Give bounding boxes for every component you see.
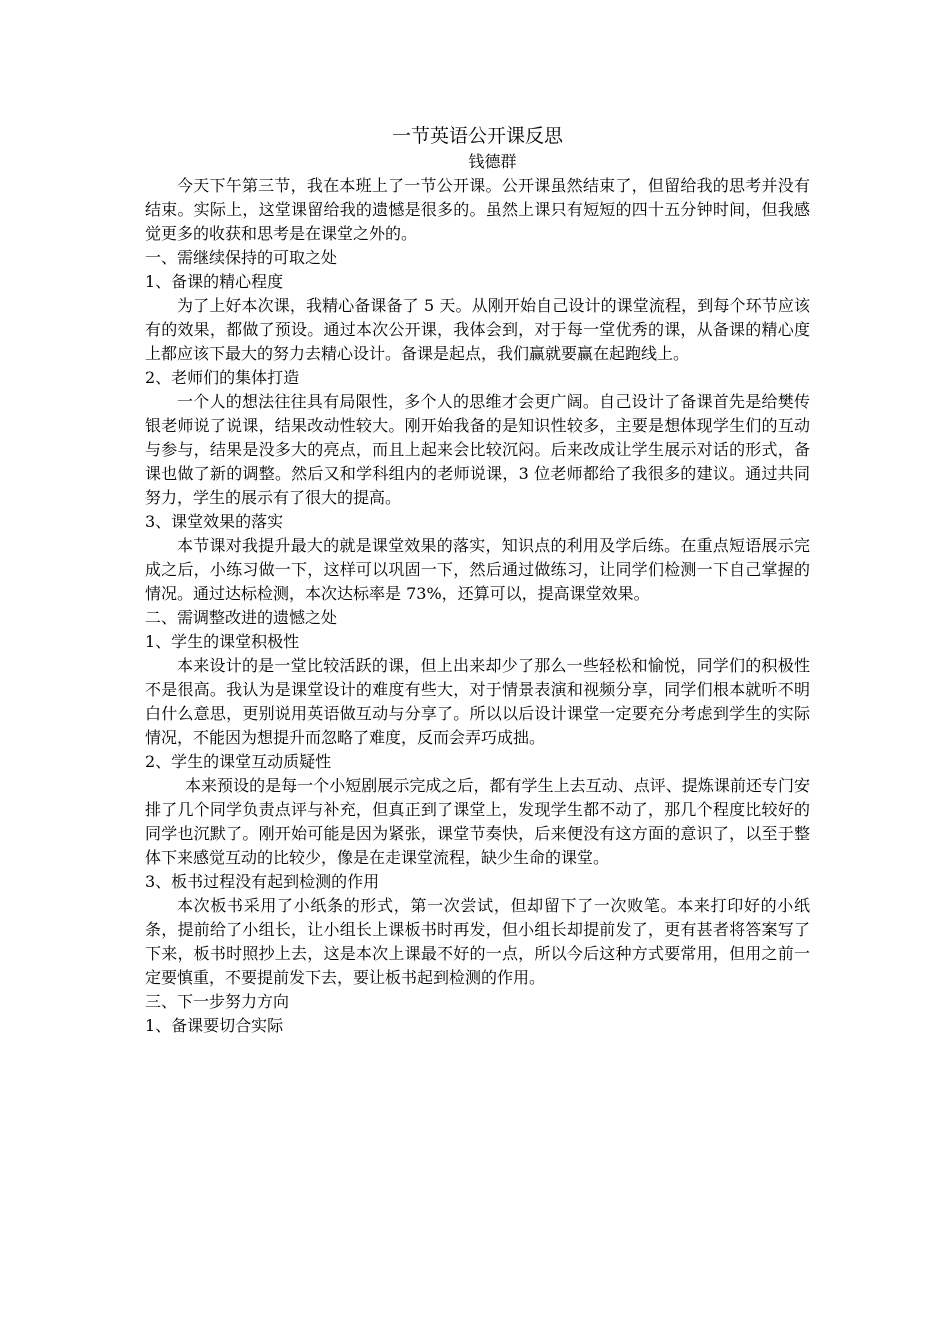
subheading-2-3: 3、板书过程没有起到检测的作用 xyxy=(145,872,380,891)
subheading-1-1: 1、备课的精心程度 xyxy=(145,272,284,291)
section-heading-1: 一、需继续保持的可取之处 xyxy=(145,248,338,267)
document-author: 钱德群 xyxy=(468,152,517,171)
paragraph-1-2: 一个人的想法往往具有局限性，多个人的思维才会更广阔。自己设计了备课首先是给樊传银老师说了说课，结果改动性较大。刚开始我备的是知识性较多，主要是想体现学生们的互动与参与，结果是没多大的亮点，而且上起来会比较沉闷。后来改成让学生展示对话的形式，备课也做了新的调整。然后又和学科组内的老师说课，3 位老师都给了我很多的建议。通过共同努力，学生的展示有了很大的提高。 xyxy=(145,392,810,507)
subheading-1-3: 3、课堂效果的落实 xyxy=(145,512,284,531)
document-page xyxy=(145,122,810,1038)
paragraph-1-1: 为了上好本次课，我精心备课备了 5 天。从刚开始自己设计的课堂流程，到每个环节应该有的效果，都做了预设。通过本次公开课，我体会到，对于每一堂优秀的课，从备课的精心度上都应该下最大的努力去精心设计。备课是起点，我们赢就要赢在起跑线上。 xyxy=(145,296,810,363)
subheading-3-1: 1、备课要切合实际 xyxy=(145,1016,284,1035)
section-heading-2: 二、需调整改进的遗憾之处 xyxy=(145,608,338,627)
section-heading-3: 三、下一步努力方向 xyxy=(145,992,290,1011)
document-title: 一节英语公开课反思 xyxy=(391,125,563,147)
subheading-1-2: 2、老师们的集体打造 xyxy=(145,368,300,387)
paragraph-2-1: 本来设计的是一堂比较活跃的课，但上出来却少了那么一些轻松和愉悦，同学们的积极性不是很高。我认为是课堂设计的难度有些大，对于情景表演和视频分享，同学们根本就听不明白什么意思，更别说用英语做互动与分享了。所以以后设计课堂一定要充分考虑到学生的实际情况，不能因为想提升而忽略了难度，反而会弄巧成拙。 xyxy=(145,656,810,747)
subheading-2-2: 2、学生的课堂互动质疑性 xyxy=(145,752,332,771)
paragraph-2-2: 本来预设的是每一个小短剧展示完成之后，都有学生上去互动、点评、提炼课前还专门安排了几个同学负责点评与补充，但真正到了课堂上，发现学生都不动了，那几个程度比较好的同学也沉默了。刚开始可能是因为紧张，课堂节奏快，后来便没有这方面的意识了，以至于整体下来感觉互动的比较少，像是在走课堂流程，缺少生命的课堂。 xyxy=(145,776,810,867)
intro-paragraph: 今天下午第三节，我在本班上了一节公开课。公开课虽然结束了，但留给我的思考并没有结束。实际上，这堂课留给我的遗憾是很多的。虽然上课只有短短的四十五分钟时间，但我感觉更多的收获和思考是在课堂之外的。 xyxy=(145,176,810,243)
subheading-2-1: 1、学生的课堂积极性 xyxy=(145,632,300,651)
paragraph-1-3: 本节课对我提升最大的就是课堂效果的落实，知识点的利用及学后练。在重点短语展示完成之后，小练习做一下，这样可以巩固一下，然后通过做练习，让同学们检测一下自己掌握的情况。通过达标检测，本次达标率是 73%，还算可以，提高课堂效果。 xyxy=(145,536,810,603)
paragraph-2-3: 本次板书采用了小纸条的形式，第一次尝试，但却留下了一次败笔。本来打印好的小纸条，提前给了小组长，让小组长上课板书时再发，但小组长却提前发了，更有甚者将答案写了下来，板书时照抄上去，这是本次上课最不好的一点，所以今后这种方式要常用，但用之前一定要慎重，不要提前发下去，要让板书起到检测的作用。 xyxy=(145,896,810,987)
